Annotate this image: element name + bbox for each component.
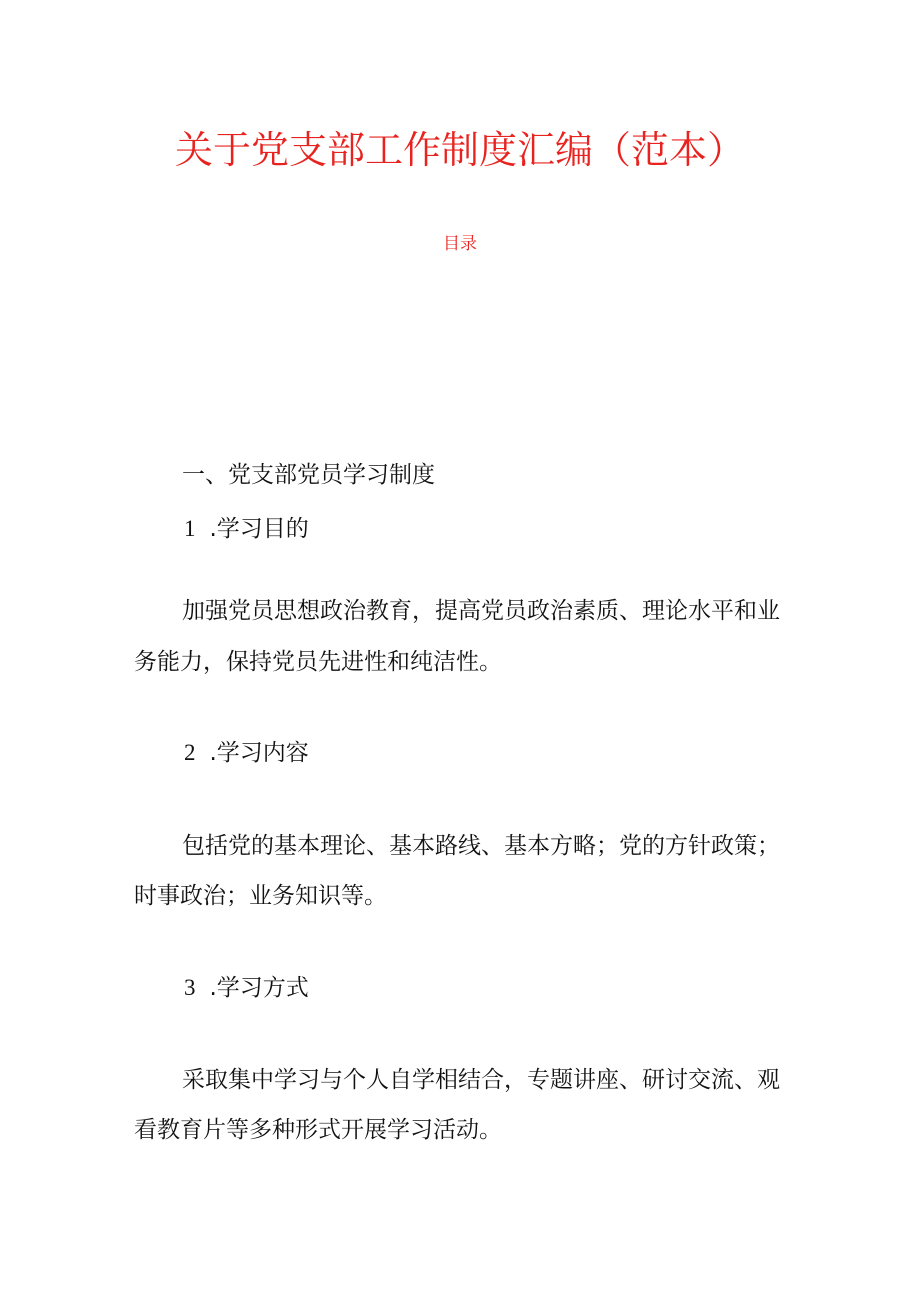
- document-title: 关于党支部工作制度汇编（范本）: [174, 128, 745, 172]
- subheading-number: 2: [184, 740, 196, 765]
- subheading-number: 1: [184, 516, 196, 541]
- subheading-text: .学习目的: [209, 516, 309, 542]
- subheading-1: [184, 513, 309, 545]
- paragraph-line: 加强党员思想政治教育，提高党员政治素质、理论水平和业: [182, 598, 780, 624]
- section-heading: 一、党支部党员学习制度: [182, 462, 435, 488]
- paragraph-line: 采取集中学习与个人自学相结合，专题讲座、研讨交流、观: [182, 1067, 780, 1093]
- subheading-3: [184, 972, 309, 1004]
- subheading-text: .学习方式: [209, 975, 309, 1001]
- paragraph-line: 包括党的基本理论、基本路线、基本方略；党的方针政策；: [182, 833, 780, 859]
- paragraph-line: 时事政治；业务知识等。: [134, 883, 387, 909]
- paragraph-line: 务能力，保持党员先进性和纯洁性。: [134, 649, 502, 675]
- table-of-contents-label: 目录: [443, 234, 477, 254]
- subheading-text: .学习内容: [209, 740, 309, 766]
- paragraph-line: 看教育片等多种形式开展学习活动。: [134, 1117, 502, 1143]
- subheading-number: 3: [184, 975, 196, 1000]
- subheading-2: [184, 737, 309, 769]
